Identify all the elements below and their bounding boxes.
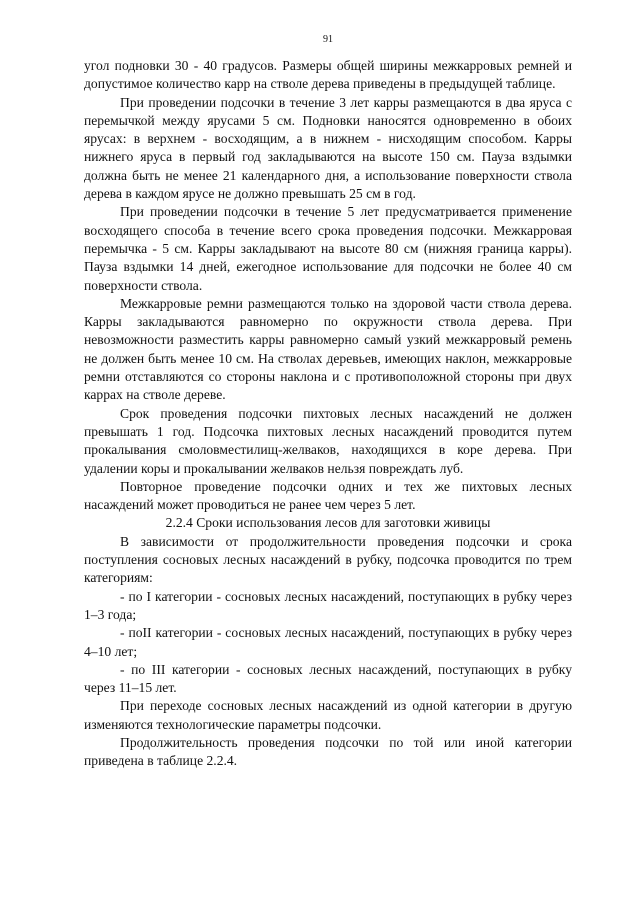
body-text xyxy=(84,57,572,771)
list-item: - по III категории - сосновых лесных насаждений, поступающих в рубку через 11–15 лет. xyxy=(84,661,572,696)
paragraph: Продолжительность проведения подсочки по той или иной категории приведена в таблице 2.2.4. xyxy=(84,734,572,769)
paragraph: При проведении подсочки в течение 5 лет предусматривается применение восходящего способа в течение всего срока проведения подсочки. Межкарровая перемычка - 5 см. Карры закладывают на высоте 80 см (нижняя граница карры). Пауза вздымки 14 дней, ежегодное использование для подсочки не более 40 см поверхности ствола. xyxy=(84,204,572,293)
list-item: - поII категории - сосновых лесных насаждений, поступающих в рубку через 4–10 лет; xyxy=(84,625,572,659)
page-number: 91 xyxy=(323,34,333,45)
paragraph: Срок проведения подсочки пихтовых лесных насаждений не должен превышать 1 год. Подсочка пихтовых лесных насаждений проводится путем прокалывания смоловместилищ-желваков, находящихся в коре дерева. При удалении коры и прокалывании желваков нельзя повреждать луб. xyxy=(84,405,572,476)
paragraph: При проведении подсочки в течение 3 лет карры размещаются в два яруса с перемычкой между ярусами 5 см. Подновки наносятся одновременно в обоих ярусах: в верхнем - восходящим, а в нижнем - нисходящим способом. Карры нижнего яруса в первый год закладываются на высоте 150 см. Пауза вздымки должна быть не менее 21 календарного дня, а использование поверхности ствола дерева в каждом ярусе не должно превышать 25 см в год. xyxy=(84,94,572,202)
paragraph: При переходе сосновых лесных насаждений из одной категории в другую изменяются технологические параметры подсочки. xyxy=(84,698,572,732)
paragraph: угол подновки 30 - 40 градусов. Размеры общей ширины межкарровых ремней и допустимое количество карр на стволе дерева приведены в предыдущей таблице. xyxy=(84,58,572,92)
paragraph: Повторное проведение подсочки одних и тех же пихтовых лесных насаждений может проводиться не ранее чем через 5 лет. xyxy=(84,478,572,513)
paragraph: В зависимости от продолжительности проведения подсочки и срока поступления сосновых лесных насаждений в рубку, подсочка проводится по трем категориям: xyxy=(84,533,572,586)
list-item: - по I категории - сосновых лесных насаждений, поступающих в рубку через 1–3 года; xyxy=(84,588,572,622)
paragraph: Межкарровые ремни размещаются только на здоровой части ствола дерева. Карры закладываются равномерно по окружности ствола дерева. При невозможности разместить карры равномерно самый узкий межкарровый ремень не должен быть менее 10 см. На стволах деревьев, имеющих наклон, межкарровые ремни отставляются со стороны наклона и с противоположной стороны при двух каррах на стволе дереве. xyxy=(84,295,572,403)
category-list xyxy=(84,588,572,698)
section-heading: 2.2.4 Сроки использования лесов для заготовки живицы xyxy=(165,515,491,531)
